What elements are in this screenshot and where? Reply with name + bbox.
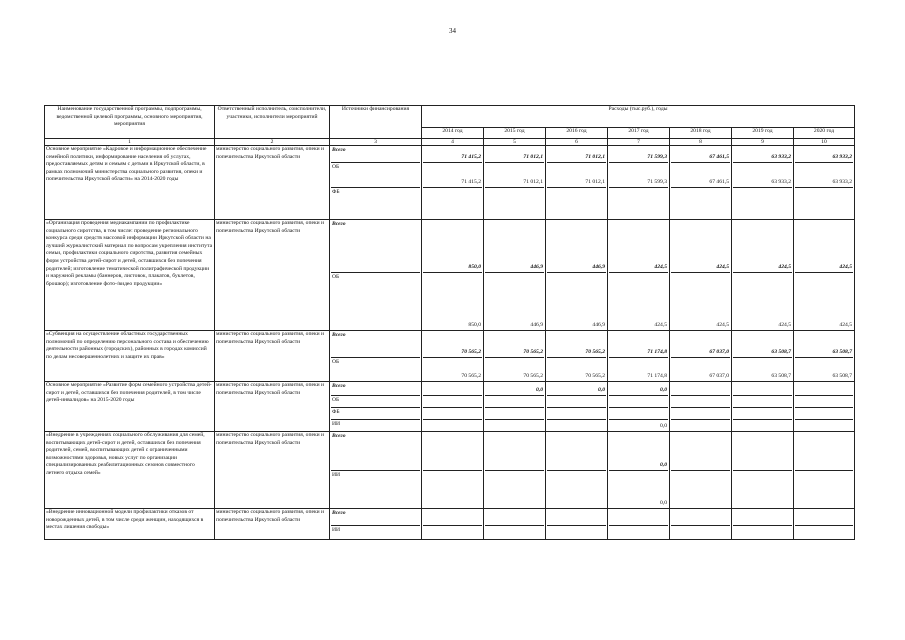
year-values — [484, 432, 546, 509]
expense-value: 0,0 — [536, 387, 543, 394]
expense-value: 67 037,0 — [709, 349, 729, 356]
expense-value: 424,5 — [716, 322, 729, 329]
expense-value: 70 565,2 — [461, 349, 481, 356]
year-values — [484, 331, 546, 382]
source-label: ФБ — [332, 189, 340, 195]
expense-value: 446,9 — [530, 264, 543, 271]
year-values — [546, 382, 608, 432]
row-sources — [330, 382, 422, 432]
year-values — [484, 509, 546, 540]
source-label: Всего — [332, 510, 346, 516]
expense-value: 70 565,2 — [585, 349, 605, 356]
table-row — [45, 432, 855, 509]
header-year: 2017 год — [608, 128, 670, 139]
expense-value: 67 461,5 — [709, 154, 729, 161]
expense-value: 70 565,2 — [461, 373, 481, 380]
row-name: Основное мероприятие «Развитие форм семейного устройства детей-сирот и детей, оставшихся без попечения родителей, в том числе детей-инвалидов» на 2015-2020 годы — [45, 382, 215, 432]
row-name: «Внедрение инновационной модели профилактики отказов от новорожденных детей, в том числе среди женщин, находящихся в местах лишения свободы» — [45, 509, 215, 540]
expense-value: 71 415,2 — [461, 179, 481, 186]
year-values — [670, 432, 732, 509]
source-label: ОБ — [332, 359, 340, 365]
expense-value: 70 565,2 — [523, 349, 543, 356]
source-label: ОБ — [332, 397, 340, 403]
source-label: ИИ — [332, 472, 341, 478]
year-values — [794, 432, 855, 509]
row-name: «Внедрение в учреждениях социального обслуживания для семей, воспитывающих детей-сирот и детей, оставшихся без попечения родителей, семей, воспитывающих детей с ограниченными возможностями здоровья, новых услуг по организации специализированных реабилитационных сезонов совместного летнего отдыха семей» — [45, 432, 215, 509]
year-values — [422, 220, 484, 331]
expense-value: 0,0 — [660, 462, 667, 469]
header-year: 2018 год — [670, 128, 732, 139]
row-responsible: министерство социального развития, опеки и попечительства Иркутской области — [215, 331, 330, 382]
expense-value: 0,0 — [598, 387, 605, 394]
expense-value: 70 565,2 — [585, 373, 605, 380]
expense-value: 446,9 — [592, 264, 605, 271]
expense-value: 70 565,2 — [523, 373, 543, 380]
row-sources — [330, 432, 422, 509]
header-year: 2014 год — [422, 128, 484, 139]
source-label: Всего — [332, 221, 346, 227]
expense-value: 63 508,7 — [832, 349, 853, 356]
expense-value: 424,5 — [778, 264, 791, 271]
year-values — [732, 220, 794, 331]
column-number: 5 — [484, 139, 546, 146]
source-label: Всего — [332, 433, 346, 439]
expense-value: 63 933,2 — [832, 179, 853, 186]
expense-value: 424,5 — [654, 264, 667, 271]
row-sources — [330, 331, 422, 382]
row-responsible: министерство социального развития, опеки и попечительства Иркутской области — [215, 382, 330, 432]
expense-value: 63 508,7 — [832, 373, 853, 380]
year-values — [732, 432, 794, 509]
source-label: ФБ — [332, 409, 340, 415]
expense-value: 0,0 — [660, 387, 667, 394]
expense-value: 71 012,1 — [523, 179, 543, 186]
year-values — [732, 382, 794, 432]
year-values — [608, 331, 670, 382]
year-values — [670, 331, 732, 382]
expense-value: 71 599,3 — [647, 154, 667, 161]
year-values — [732, 146, 794, 220]
year-values — [732, 331, 794, 382]
header-year: 2015 год — [484, 128, 546, 139]
year-values — [484, 146, 546, 220]
year-values — [732, 509, 794, 540]
year-values — [670, 220, 732, 331]
row-sources — [330, 509, 422, 540]
expense-value: 71 012,1 — [523, 154, 543, 161]
year-values — [670, 509, 732, 540]
header-year: 2019 год — [732, 128, 794, 139]
expense-value: 424,5 — [716, 264, 729, 271]
year-values — [670, 146, 732, 220]
table-body — [45, 146, 855, 540]
row-sources — [330, 220, 422, 331]
table-row — [45, 220, 855, 331]
expense-value: 71 174,8 — [647, 373, 667, 380]
header-responsible: Ответственный исполнитель, соисполнители, участники, исполнители мероприятий — [215, 106, 330, 139]
budget-table — [44, 105, 855, 540]
expense-value: 71 415,2 — [461, 154, 481, 161]
column-number: 2 — [215, 139, 330, 146]
expense-value: 71 012,1 — [585, 154, 605, 161]
source-label: ОБ — [332, 274, 340, 280]
year-values — [422, 432, 484, 509]
row-responsible: министерство социального развития, опеки и попечительства Иркутской области — [215, 220, 330, 331]
expense-value: 63 933,2 — [771, 179, 791, 186]
column-number: 10 — [794, 139, 855, 146]
header-year: 2020 год — [794, 128, 855, 139]
year-values — [546, 509, 608, 540]
table-row — [45, 146, 855, 220]
expense-value: 850,0 — [468, 264, 481, 271]
year-values — [546, 432, 608, 509]
year-values — [422, 146, 484, 220]
expense-value: 71 599,3 — [647, 179, 667, 186]
source-label: Всего — [332, 147, 346, 153]
expense-value: 424,5 — [839, 264, 853, 271]
column-number: 7 — [608, 139, 670, 146]
expense-value: 63 933,2 — [771, 154, 791, 161]
year-values — [546, 146, 608, 220]
row-name: «Организация проведения медиакампании по профилактике социального сиротства, в том числе: проведение регионального конкурса среди средств массовой информации Иркутской области на лучший журналистский материал по вопросам укрепления института семьи, профилактики социального сиротства, развития семейных форм устройства детей-сирот и детей, оставшихся без попечения родителей; изготовление тематической полиграфической продукции и наружной рекламы (баннеров, листовок, плакатов, буклетов, брошюр); изготовление фото-/видео продукции» — [45, 220, 215, 331]
page-number: 34 — [449, 27, 456, 35]
expense-value: 67 037,0 — [709, 373, 729, 380]
expense-value: 67 461,5 — [709, 179, 729, 186]
year-values — [422, 382, 484, 432]
year-values — [546, 220, 608, 331]
expense-value: 63 508,7 — [771, 373, 791, 380]
column-number: 4 — [422, 139, 484, 146]
expense-value: 63 508,7 — [771, 349, 791, 356]
expense-value: 850,0 — [468, 322, 481, 329]
table-row — [45, 382, 855, 432]
year-values — [422, 331, 484, 382]
year-values — [608, 382, 670, 432]
expense-value: 63 933,2 — [832, 154, 853, 161]
year-values — [670, 382, 732, 432]
year-values — [794, 220, 855, 331]
year-values — [546, 331, 608, 382]
expense-value: 424,5 — [839, 322, 853, 329]
expense-value: 71 012,1 — [585, 179, 605, 186]
source-label: ИИ — [332, 421, 341, 427]
column-number: 1 — [45, 139, 215, 146]
header-expenses: Расходы (тыс.руб.), годы — [422, 106, 855, 128]
year-values — [608, 509, 670, 540]
year-values — [422, 509, 484, 540]
year-values — [794, 146, 855, 220]
year-values — [608, 146, 670, 220]
header-source: Источники финансирования — [330, 106, 422, 139]
header-name: Наименование государственной программы, подпрограммы, ведомственной целевой программы, основного мероприятия, мероприятия — [45, 106, 215, 139]
row-responsible: министерство социального развития, опеки и попечительства Иркутской области — [215, 509, 330, 540]
row-sources — [330, 146, 422, 220]
source-label: ОБ — [332, 164, 340, 170]
expense-value: 446,9 — [530, 322, 543, 329]
expense-value: 446,9 — [592, 322, 605, 329]
table-row — [45, 331, 855, 382]
column-number: 8 — [670, 139, 732, 146]
column-number: 3 — [330, 139, 422, 146]
source-label: Всего — [332, 383, 346, 389]
row-responsible: министерство социального развития, опеки и попечительства Иркутской области — [215, 432, 330, 509]
year-values — [608, 432, 670, 509]
year-values — [794, 509, 855, 540]
year-values — [794, 382, 855, 432]
column-number: 6 — [546, 139, 608, 146]
row-responsible: министерство социального развития, опеки и попечительства Иркутской области — [215, 146, 330, 220]
expense-value: 424,5 — [654, 322, 667, 329]
year-values — [608, 220, 670, 331]
year-values — [484, 220, 546, 331]
row-name: «Субвенция на осуществление областных государственных полномочий по определению персонального состава и обеспечению деятельности районных (городских), районных в городах комиссий по делам несовершеннолетних и защите их прав» — [45, 331, 215, 382]
row-name: Основное мероприятие «Кадровое и информационное обеспечение семейной политики, информирование населения об услугах, предоставляемых детям и семьям с детьми в Иркутской области, в рамках полномочий министерства социального развития, опеки и попечительства Иркутской области» на 2014-2020 годы — [45, 146, 215, 220]
source-label: ИИ — [332, 527, 341, 533]
expense-value: 424,5 — [778, 322, 791, 329]
header-year: 2016 год — [546, 128, 608, 139]
year-values — [484, 382, 546, 432]
column-number: 9 — [732, 139, 794, 146]
expense-value: 0,0 — [660, 500, 667, 507]
table-row — [45, 509, 855, 540]
expense-value: 0,0 — [660, 423, 667, 430]
expense-value: 71 174,8 — [647, 349, 667, 356]
source-label: Всего — [332, 332, 346, 338]
year-values — [794, 331, 855, 382]
